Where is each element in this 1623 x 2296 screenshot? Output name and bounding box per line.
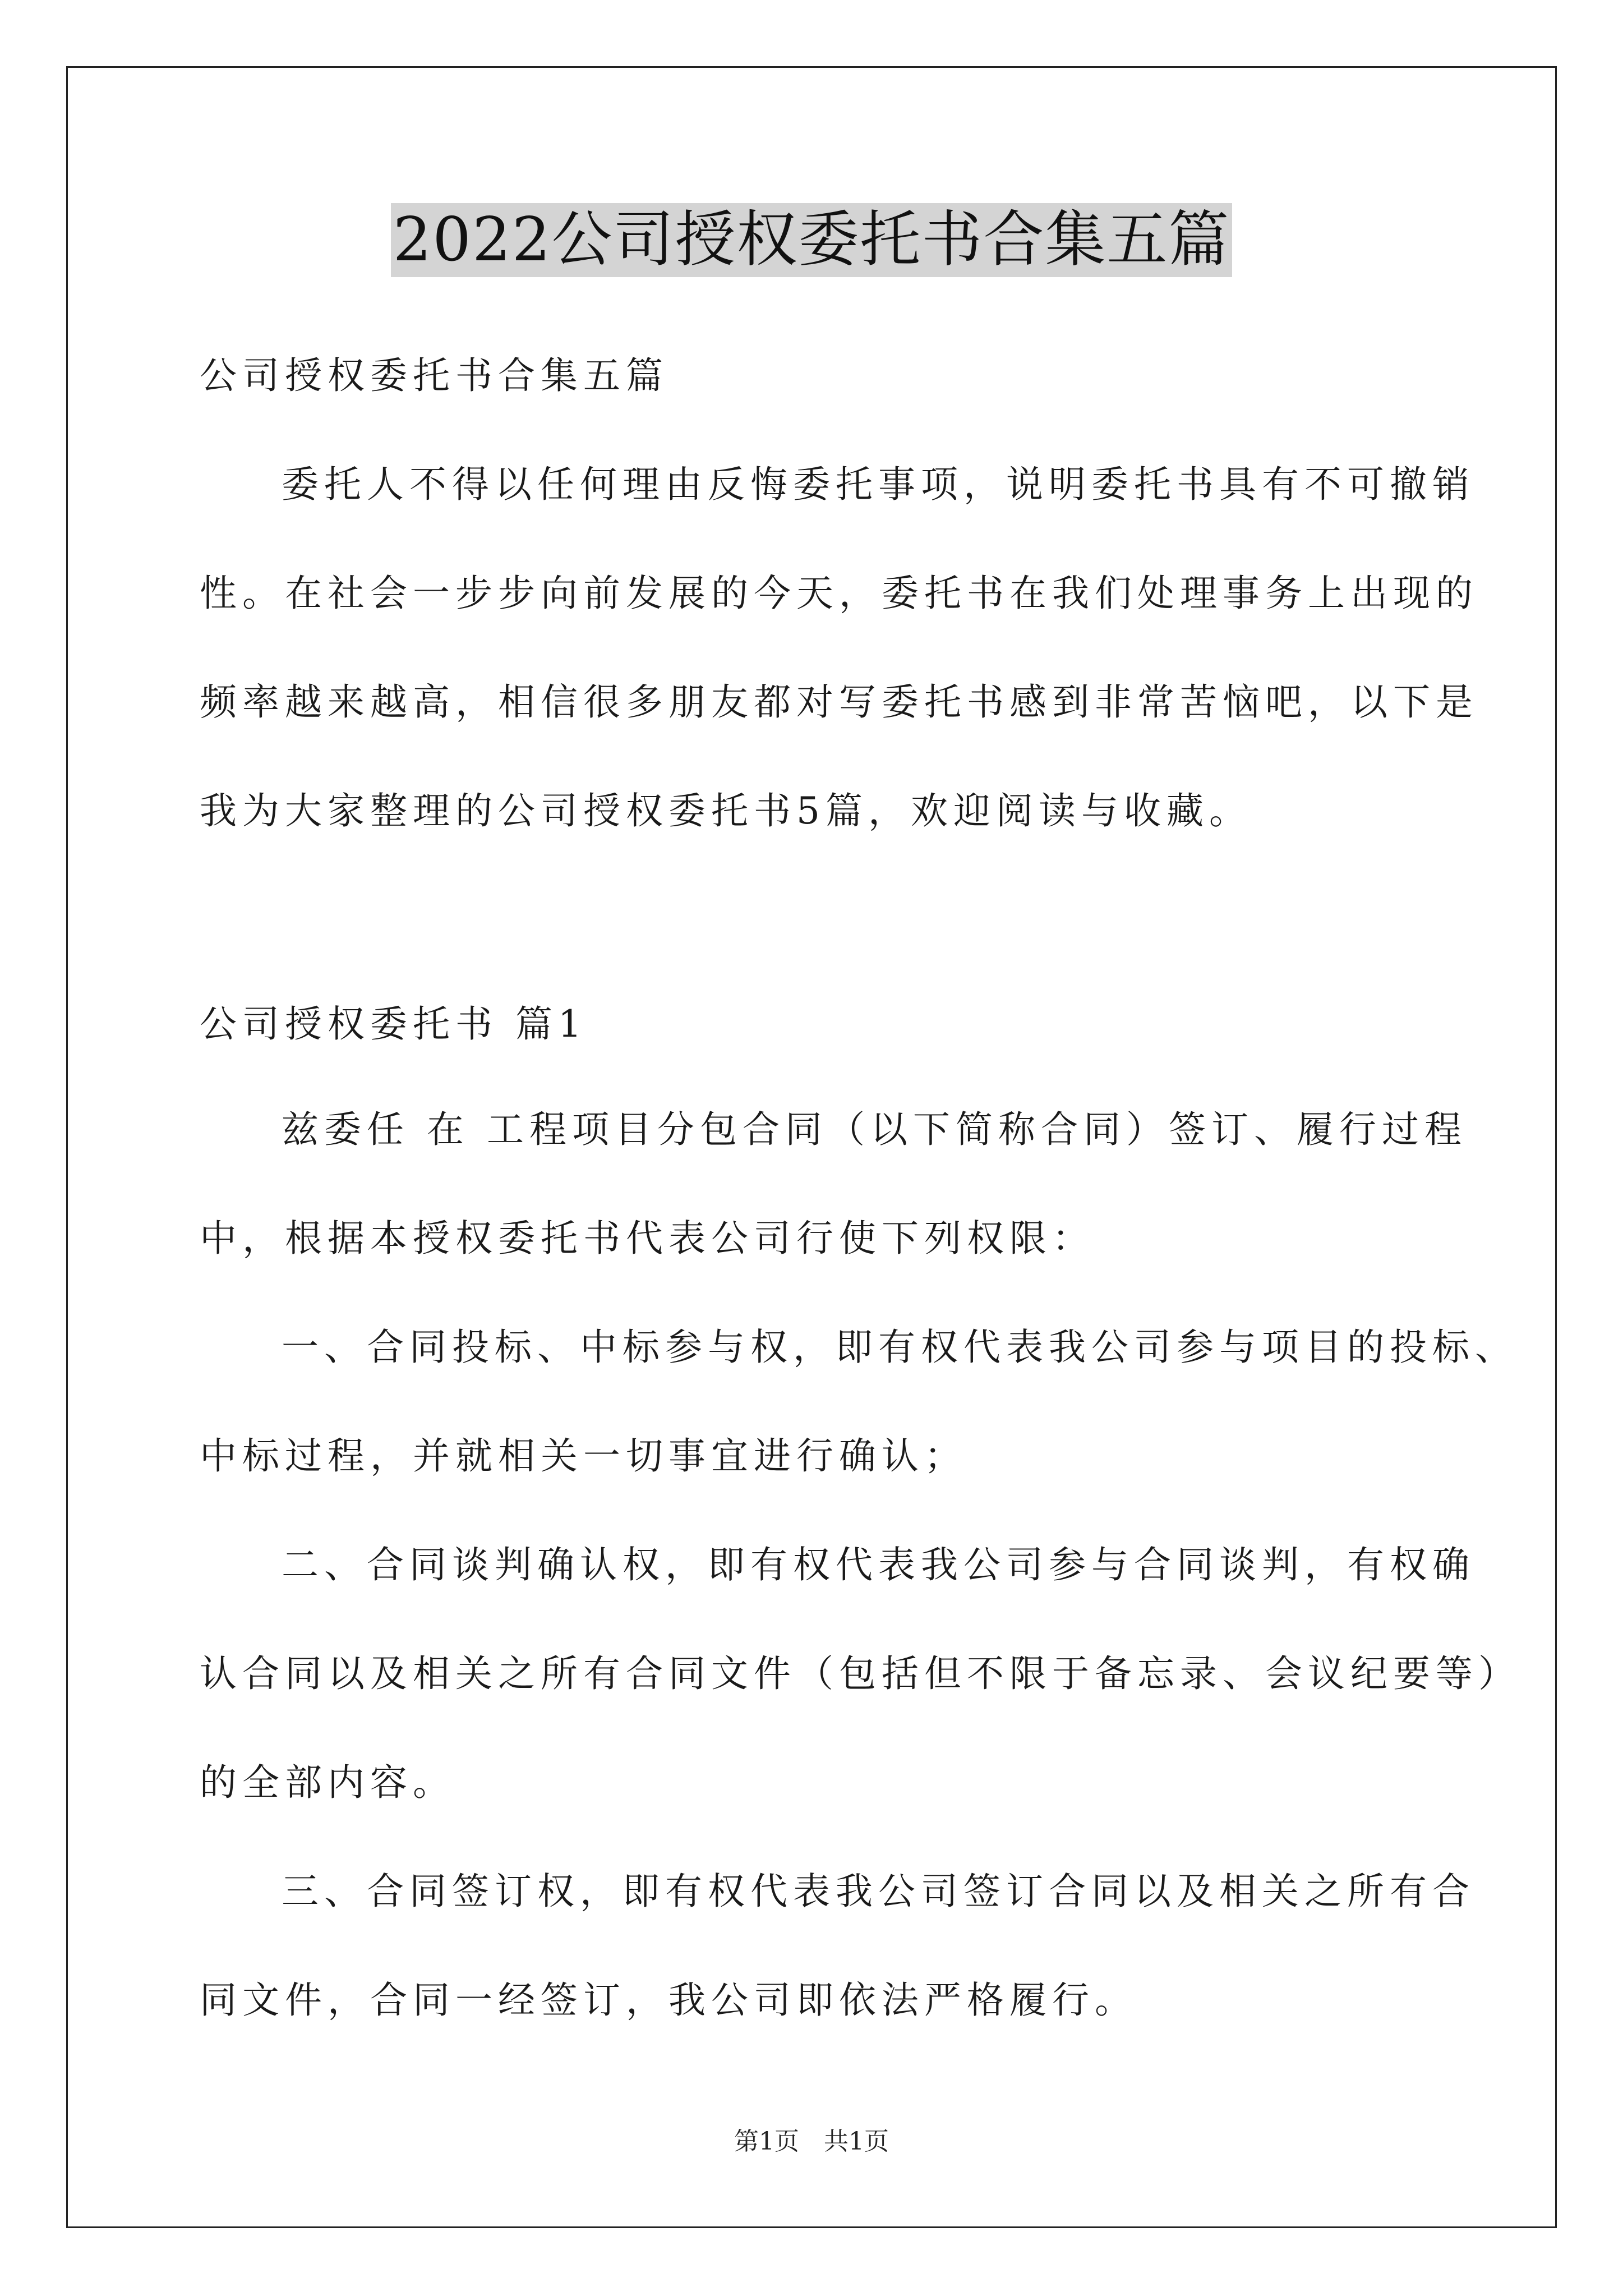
section-line: 认合同以及相关之所有合同文件（包括但不限于备忘录、会议纪要等）	[200, 1652, 1521, 1695]
section-line: 兹委任 在 工程项目分包合同（以下简称合同）签订、履行过程	[282, 1108, 1467, 1151]
section-line: 三、合同签订权，即有权代表我公司签订合同以及相关之所有合	[282, 1870, 1475, 1913]
document-title: 2022公司授权委托书合集五篇	[391, 203, 1233, 277]
intro-line: 委托人不得以任何理由反悔委托事项，说明委托书具有不可撤销	[282, 463, 1475, 506]
section-heading: 公司授权委托书 篇1	[200, 1002, 587, 1046]
section-line: 中标过程，并就相关一切事宜进行确认；	[200, 1434, 967, 1478]
page-footer: 第1页 共1页	[734, 2127, 889, 2156]
section-line: 的全部内容。	[200, 1761, 455, 1804]
intro-line: 我为大家整理的公司授权委托书5篇，欢迎阅读与收藏。	[200, 789, 1252, 832]
section-line: 同文件，合同一经签订，我公司即依法严格履行。	[200, 1978, 1137, 2022]
section-line: 中，根据本授权委托书代表公司行使下列权限：	[200, 1217, 1095, 1260]
document-subtitle: 公司授权委托书合集五篇	[200, 354, 668, 397]
intro-line: 性。在社会一步步向前发展的今天，委托书在我们处理事务上出现的	[200, 572, 1478, 615]
section-line: 一、合同投标、中标参与权，即有权代表我公司参与项目的投标、	[282, 1326, 1518, 1369]
intro-line: 频率越来越高，相信很多朋友都对写委托书感到非常苦恼吧，以下是	[200, 680, 1478, 724]
section-line: 二、合同谈判确认权，即有权代表我公司参与合同谈判，有权确	[282, 1543, 1475, 1586]
title-container	[0, 203, 1623, 277]
